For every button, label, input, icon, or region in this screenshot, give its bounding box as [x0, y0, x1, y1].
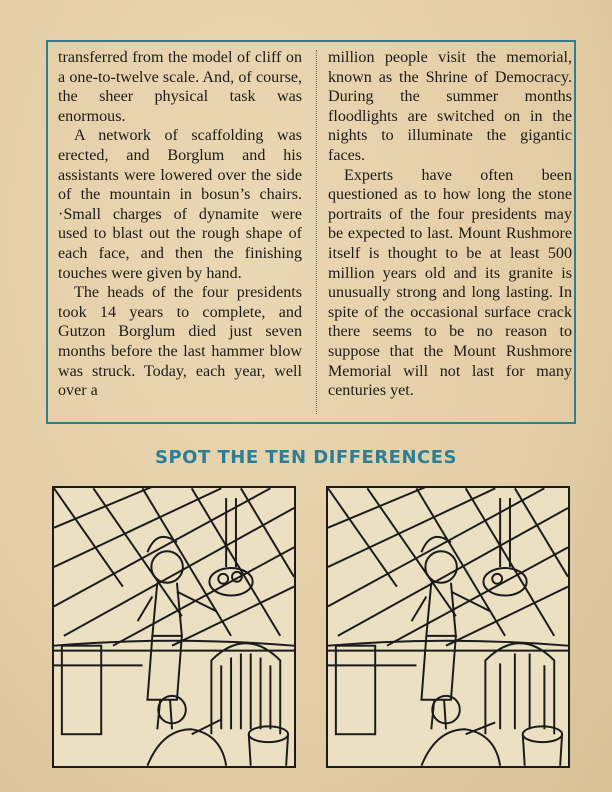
column-divider: [316, 50, 317, 414]
puzzle-illustration-left: [54, 488, 294, 766]
article-paragraph: Experts have often been questioned as to how long the stone portraits of the four presidents may be expected to last. Mount Rushmore itself is thought to be at least 500 million years old and its granite is unusually strong and long lasting. In spite of the occasional surface crack there seems to be no reason to suppose that the Mount Rushmore Memorial will not last for many centuries yet.: [328, 166, 572, 400]
article-column-left: [58, 48, 302, 401]
article-column-right: [328, 48, 572, 401]
article-box: [46, 40, 576, 424]
article-paragraph: A network of scaffolding was erected, and Borglum and his assistants were lowered over the side of the mountain in bosun’s chairs. ·Small charges of dynamite were used to blast out the rough shape of each face, and then the finishing touches were given by hand.: [58, 127, 302, 282]
article-paragraph: transferred from the model of cliff on a one-to-twelve scale. And, of course, the sheer physical task was enormous.: [58, 49, 302, 125]
article-paragraph: million people visit the memorial, known as the Shrine of Democracy. During the summer months floodlights are switched on in the nights to illuminate the gigantic faces.: [328, 49, 572, 164]
article-paragraph: The heads of the four presidents took 14 years to complete, and Gutzon Borglum died just seven months before the last hammer blow was struck. Today, each year, well over a: [58, 284, 302, 400]
puzzle-panel-right: [326, 486, 570, 768]
puzzle-heading: SPOT THE TEN DIFFERENCES: [154, 447, 458, 468]
puzzle-illustration-right: [328, 488, 568, 766]
puzzle-panel-left: [52, 486, 296, 768]
